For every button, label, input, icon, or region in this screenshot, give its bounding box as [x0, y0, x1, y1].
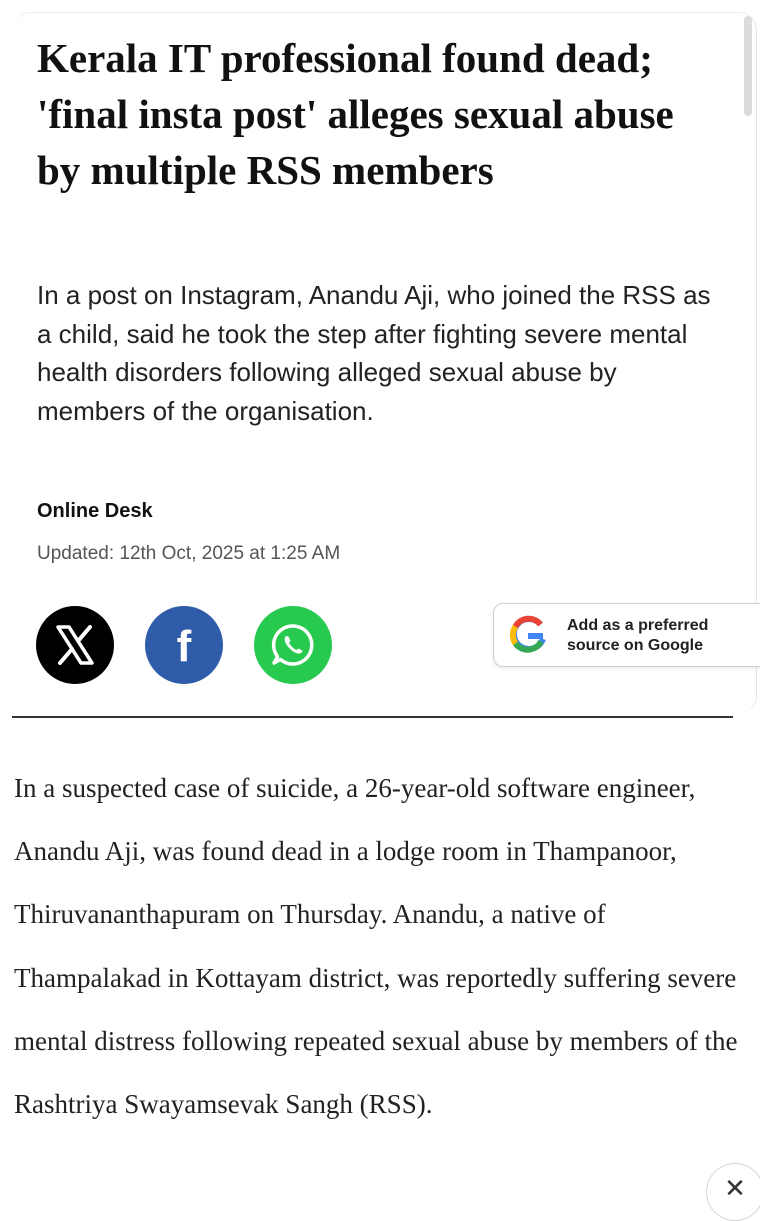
- x-logo-icon: [52, 622, 98, 668]
- share-x-button[interactable]: [36, 606, 114, 684]
- article-body: In a suspected case of suicide, a 26-year-old software engineer, Anandu Aji, was found dead in a lodge room in Thampanoor, Thiruvananthapuram on Thursday. Anandu, a native of Thampalakad in Kottayam district, was reportedly suffering severe mental distress following repeated sexual abuse by members of the Rashtriya Swayamsevak Sangh (RSS).: [14, 773, 738, 1120]
- article-headline: Kerala IT professional found dead; 'final insta post' alleges sexual abuse by multiple RSS members: [37, 35, 674, 193]
- google-preferred-source-button[interactable]: [493, 603, 760, 667]
- article-summary: In a post on Instagram, Anandu Aji, who joined the RSS as a child, said he took the step after fighting severe mental health disorders following alleged sexual abuse by members of the organisation.: [37, 280, 711, 426]
- facebook-icon: f: [176, 622, 192, 671]
- scrollbar[interactable]: [744, 16, 752, 116]
- google-source-label: [567, 616, 708, 656]
- google-source-line2: source on Google: [567, 637, 704, 654]
- section-divider: [12, 716, 733, 718]
- close-icon: ✕: [724, 1174, 746, 1204]
- author-name[interactable]: Online Desk: [37, 500, 153, 522]
- updated-timestamp: Updated: 12th Oct, 2025 at 1:25 AM: [37, 543, 341, 564]
- share-whatsapp-button[interactable]: [254, 606, 332, 684]
- close-button[interactable]: [706, 1163, 760, 1221]
- whatsapp-icon: [269, 621, 317, 669]
- share-facebook-button[interactable]: [145, 606, 223, 684]
- google-g-icon: [508, 615, 548, 655]
- google-source-line1: Add as a preferred: [567, 617, 709, 634]
